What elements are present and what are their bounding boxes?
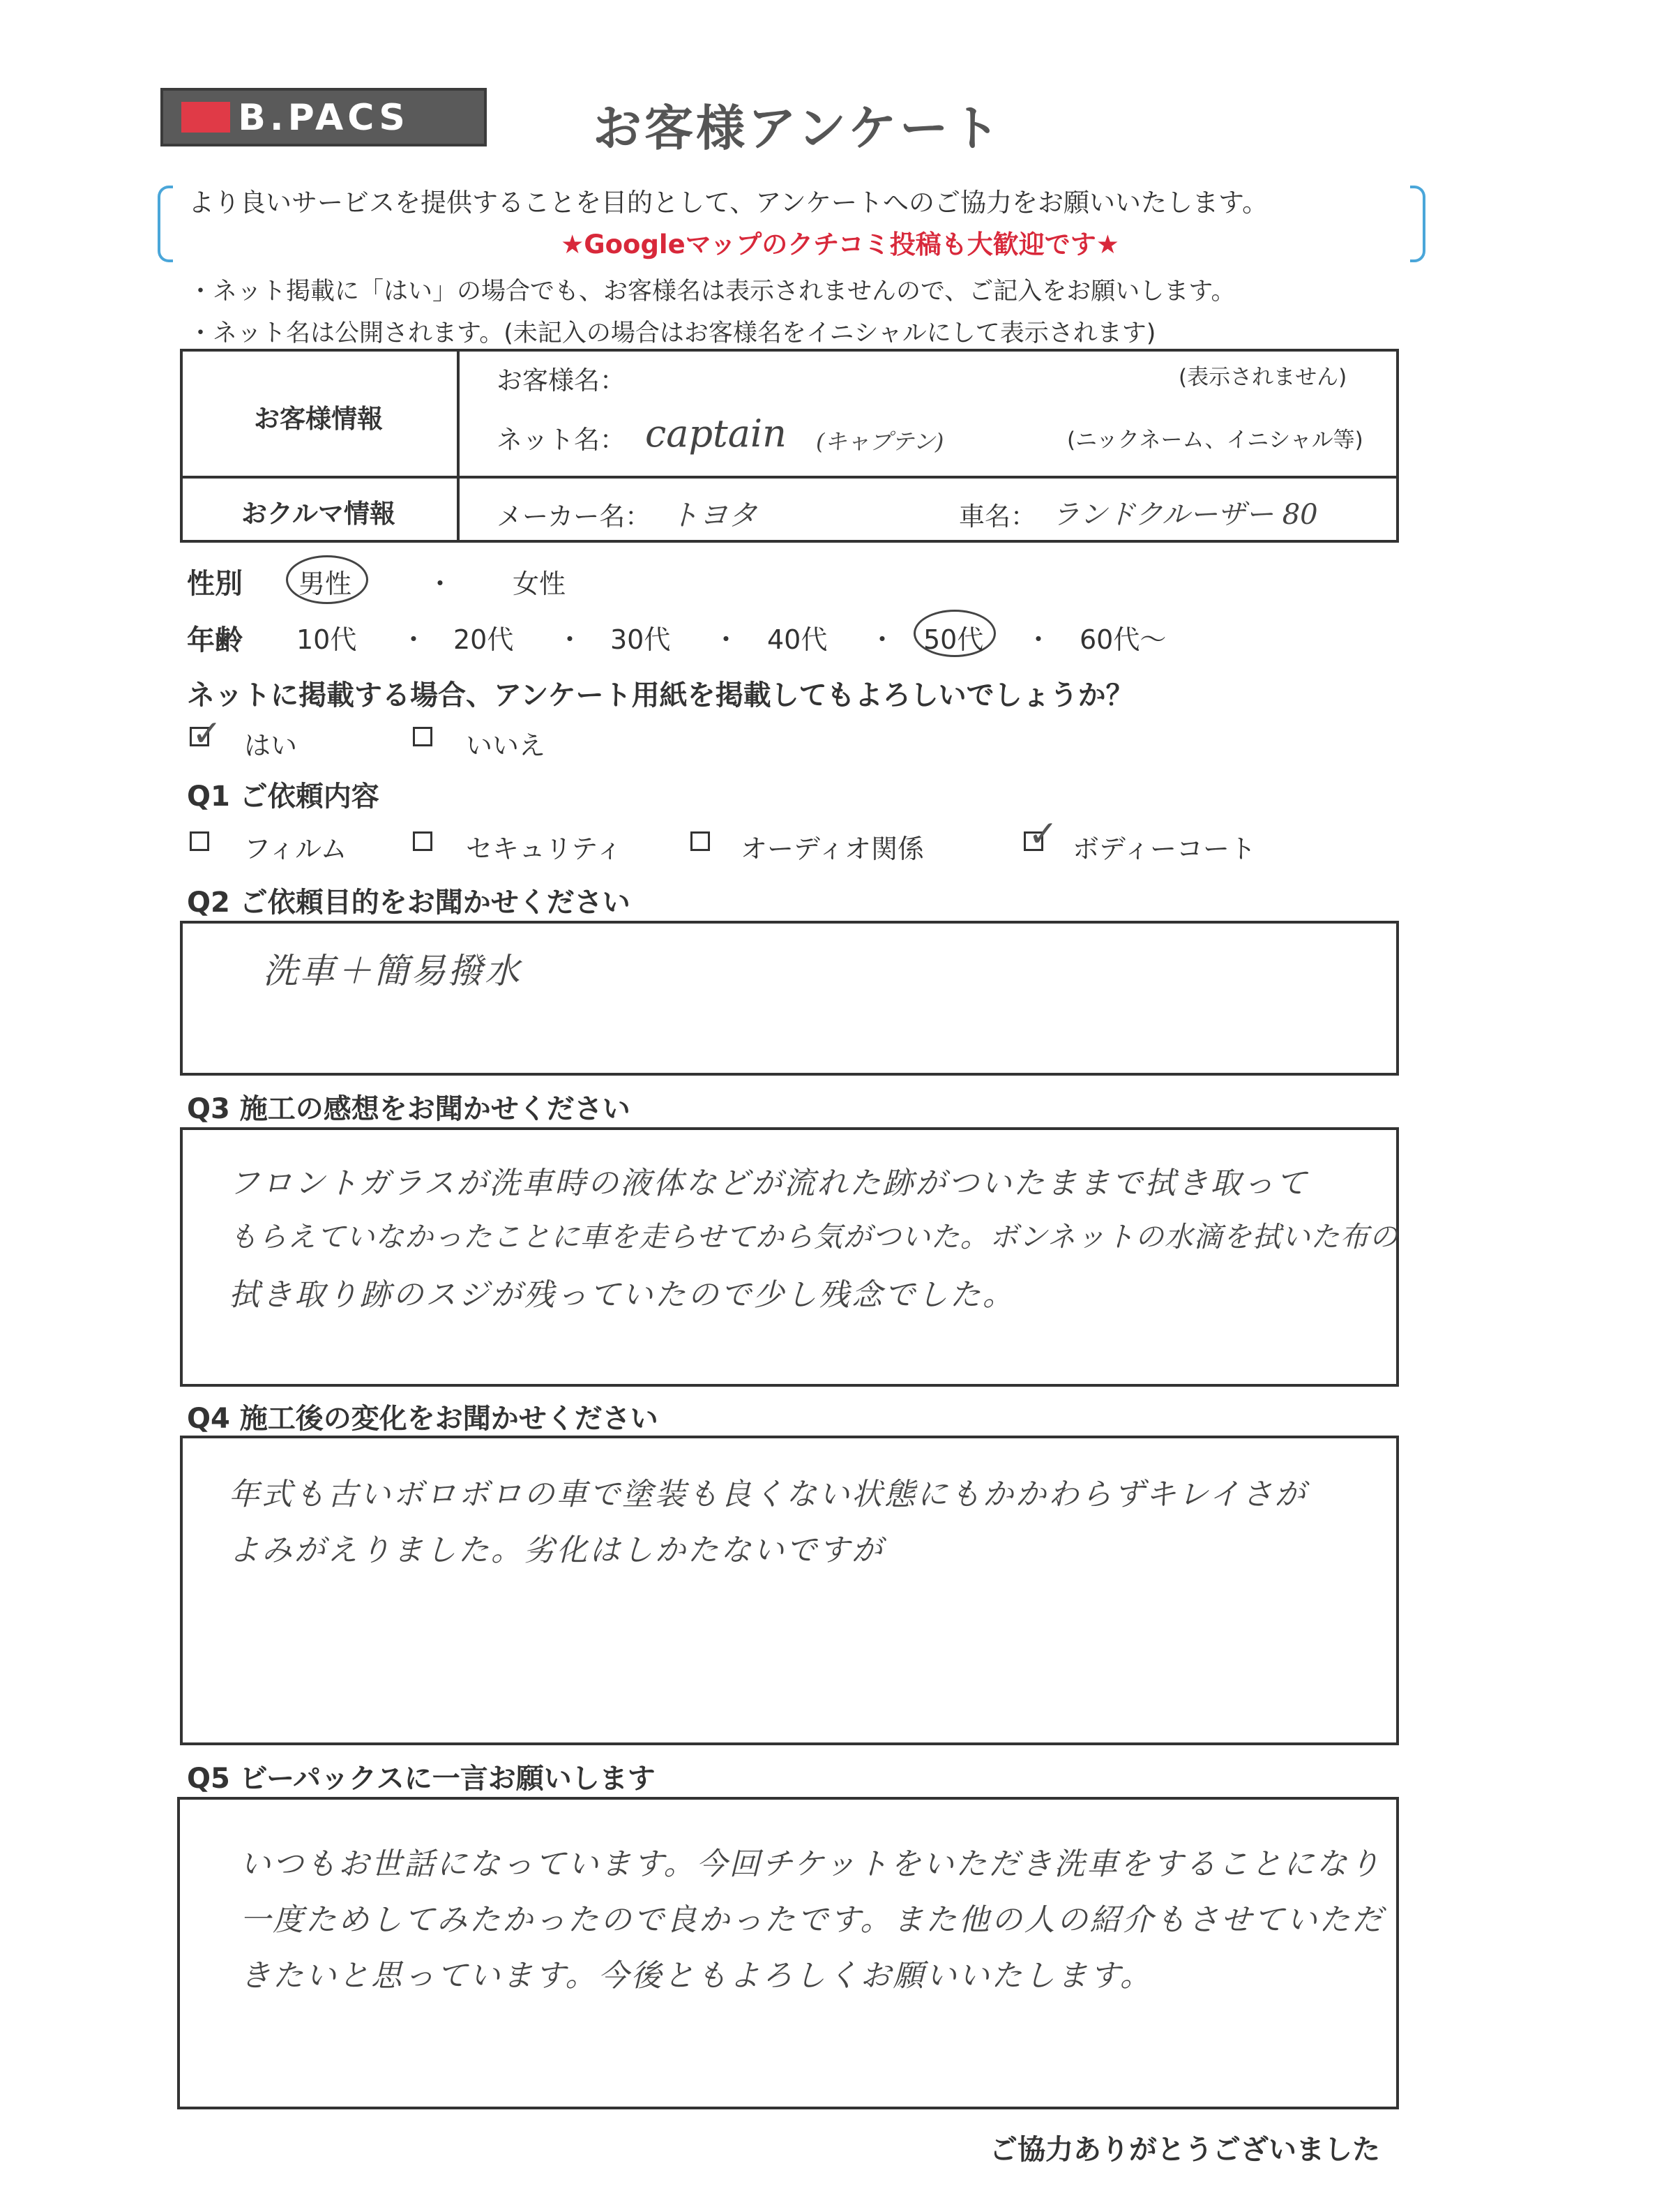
car-model-value: ランドクルーザー 80 <box>1052 499 1318 531</box>
q3-answer-line: もらえていなかったことに車を走らせてから気がついた。ボンネットの水滴を拭いた布の <box>229 1220 1399 1253</box>
thanks-message: ご協力ありがとうございました <box>990 2134 1380 2166</box>
net-name-reading: (キャプテン) <box>816 428 944 455</box>
q3-answer-line: フロントガラスが洗車時の液体などが流れた跡がついたままで拭き取って <box>229 1166 1309 1201</box>
q3-answer-box <box>180 1127 1399 1387</box>
note-1: ・ネット掲載に「はい」の場合でも、お客様名は表示されませんので、ご記入をお願いします。 <box>188 278 1236 306</box>
q5-answer-line: 一度ためしてみたかったので良かったです。また他の人の紹介もさせていただ <box>240 1902 1385 1938</box>
info-table-divider-h <box>180 476 1399 479</box>
customer-info-label: お客様情報 <box>254 404 383 434</box>
car-model-label: 車名： <box>959 502 1036 532</box>
q1-body-coat-label: ボディーコート <box>1073 834 1256 864</box>
google-review-banner: ★Googleマップのクチコミ投稿も大歓迎です★ <box>561 229 1119 259</box>
page-title: お客様アンケート <box>593 100 1003 157</box>
age-separator: ・ <box>557 624 584 655</box>
gender-option-female[interactable]: 女性 <box>513 569 566 599</box>
age-separator: ・ <box>869 624 896 655</box>
customer-name-hint: (表示されません) <box>1179 365 1347 390</box>
q1-audio-label: オーディオ関係 <box>741 834 924 864</box>
age-option-10s[interactable]: 10代 <box>296 624 357 655</box>
age-separator: ・ <box>1025 624 1052 655</box>
maker-value: トヨタ <box>669 498 758 532</box>
net-name-label: ネット名： <box>497 425 626 455</box>
car-info-label: おクルマ情報 <box>241 499 395 529</box>
publish-no-label: いいえ <box>466 730 546 761</box>
publish-yes-label: はい <box>244 730 298 761</box>
q2-heading: Q2 ご依頼目的をお聞かせください <box>187 887 630 919</box>
age-option-40s[interactable]: 40代 <box>767 624 828 655</box>
age-option-60s-plus[interactable]: 60代～ <box>1080 624 1167 655</box>
q1-heading: Q1 ご依頼内容 <box>187 781 379 813</box>
age-option-50s[interactable]: 50代 <box>923 624 984 655</box>
bpacs-logo-mark <box>177 96 470 138</box>
q3-heading: Q3 施工の感想をお聞かせください <box>187 1093 630 1125</box>
q5-answer-line: きたいと思っています。今後ともよろしくお願いいたします。 <box>240 1958 1153 1994</box>
gender-separator: ・ <box>427 569 454 599</box>
check-mark-icon: ✓ <box>1028 813 1059 855</box>
q5-heading: Q5 ビーパックスに一言お願いします <box>187 1763 656 1795</box>
gender-option-male[interactable]: 男性 <box>298 569 352 599</box>
customer-name-label: お客様名： <box>497 366 626 396</box>
q4-answer-box <box>180 1436 1399 1745</box>
q5-answer-box <box>177 1797 1399 2109</box>
q3-answer-line: 拭き取り跡のスジが残っていたので少し残念でした。 <box>229 1277 1015 1313</box>
age-option-20s[interactable]: 20代 <box>453 624 514 655</box>
q1-security-label: セキュリティ <box>466 834 623 864</box>
gender-label: 性別 <box>187 568 243 600</box>
q2-answer-line: 洗車＋簡易撥水 <box>263 951 522 991</box>
check-mark-icon: ✓ <box>192 713 222 755</box>
net-name-hint: (ニックネーム、イニシャル等) <box>1067 428 1363 453</box>
net-name-value: captain <box>645 412 787 455</box>
publish-no-checkbox[interactable] <box>413 727 432 746</box>
q4-answer-line: よみがえりました。劣化はしかたないですが <box>229 1533 884 1568</box>
age-label: 年齢 <box>187 624 243 656</box>
note-2: ・ネット名は公開されます。(未記入の場合はお客様名をイニシャルにして表示されます) <box>188 319 1156 347</box>
q4-answer-line: 年式も古いボロボロの車で塗装も良くない状態にもかかわらずキレイさが <box>229 1477 1308 1512</box>
maker-label: メーカー名： <box>497 502 651 532</box>
publish-question: ネットに掲載する場合、アンケート用紙を掲載してもよろしいでしょうか？ <box>187 679 1134 711</box>
bpacs-logo <box>160 88 487 146</box>
q1-security-checkbox[interactable] <box>413 831 432 851</box>
age-separator: ・ <box>400 624 427 655</box>
age-separator: ・ <box>713 624 740 655</box>
q1-film-label: フィルム <box>244 834 347 864</box>
q1-audio-checkbox[interactable] <box>690 831 710 851</box>
age-option-30s[interactable]: 30代 <box>610 624 671 655</box>
intro-text: より良いサービスを提供することを目的として、アンケートへのご協力をお願いいたします。 <box>188 188 1269 218</box>
q4-heading: Q4 施工後の変化をお聞かせください <box>187 1403 658 1435</box>
q5-answer-line: いつもお世話になっています。今回チケットをいただき洗車をすることになり <box>240 1846 1382 1882</box>
info-table-divider-v <box>457 349 460 543</box>
q1-film-checkbox[interactable] <box>190 831 209 851</box>
q2-answer-box <box>180 921 1399 1076</box>
logo-text: B.PACS <box>238 97 409 138</box>
